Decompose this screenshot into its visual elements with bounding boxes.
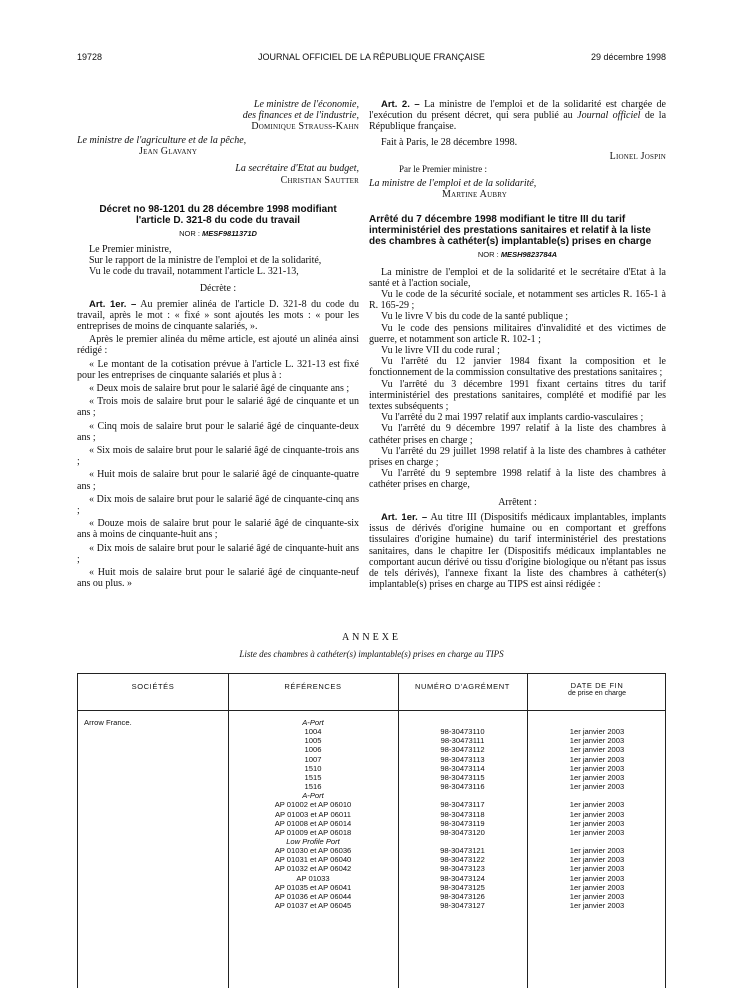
reference-cell: AP 01009 et AP 06018 [274,827,352,837]
numero-cell: 98-30473127 [440,901,485,910]
signature-minister-name: Martine Aubry [442,189,507,201]
right-column [369,99,666,590]
par-le-premier-ministre: Par le Premier ministre : [399,164,487,175]
paragraph: « Le montant de la cotisation prévue à l'article L. 321-13 est fixé pour les entreprises de cinquante salariés et plus à : [77,358,359,381]
numero-cell: 98-30473124 [440,873,485,883]
visa: Vu le code de la sécurité sociale, et notamment ses articles R. 165-1 à R. 165-29 ; [369,289,666,312]
numero-cell: 98-30473111 [440,736,485,746]
fait-a-paris: Fait à Paris, le 28 décembre 1998. [381,136,518,148]
journal-title: JOURNAL OFFICIEL DE LA RÉPUBLIQUE FRANÇAISE [258,52,485,62]
paragraph: « Huit mois de salaire brut pour le salarié âgé de cinquante-quatre ans ; [77,469,359,492]
reference-cell: 1007 [304,754,322,764]
paragraph: « Six mois de salaire brut pour le salarié âgé de cinquante-trois ans ; [77,445,359,468]
reference-cell: A-Port [302,718,324,727]
reference-cell: AP 01031 et AP 06040 [274,855,352,865]
visa: Vu l'arrêté du 29 juillet 1998 relatif à la liste des chambres à cathéter prises en charge ; [369,445,666,469]
numero-cell: 98-30473125 [440,882,485,892]
reference-cell: 1515 [304,772,322,782]
decree-nor: NOR : MESF9811371D [179,228,257,238]
numero-cell: 98-30473122 [440,855,485,865]
reference-cell: AP 01003 et AP 06011 [274,809,351,819]
arretent-heading: Arrêtent : [498,496,537,508]
date-cell: 1er janvier 2003 [569,901,625,910]
reference-cell: AP 01008 et AP 06014 [274,818,352,828]
numero-cell: 98-30473119 [440,818,485,828]
signature-agriculture: Le ministre de l'agriculture et de la pêche, Jean Glavany [77,135,247,158]
article-2: Art. 2. – La ministre de l'emploi et de la solidarité est chargée de l'exécution du présent décret, qui sera publié au Journal officiel de la République française. [369,99,667,133]
date-cell: 1er janvier 2003 [569,754,625,764]
reference-cell: 1006 [304,745,322,755]
visa: Vu le livre VII du code rural ; [381,345,500,357]
reference-cell: 1510 [304,763,322,773]
arrete-article-1: Art. 1er. – Au titre III (Dispositifs médicaux implantables, implants issus de dérivés d'origine humaine ou en comportant et greffons tissulaires d'origine humaine) du tarif interministériel des prestations sanitaires, dans le chapitre Ier (Dispositifs médicaux implantables ne comportant aucun dérivé ou tissu d'origine biologique ou n'étant pas issus de tels dérivés), l'annexe fixant la liste des chambres à cathéter(s) implantable(s) prises en charge au TIPS est ainsi rédigée : [369,511,666,591]
numero-cell: 98-30473112 [440,745,485,755]
numero-cell: 98-30473114 [440,763,485,773]
chambres-table [77,673,666,988]
arrete-title: Arrêté du 7 décembre 1998 modifiant le titre III du tarif interministériel des prestations sanitaires et relatif à la liste des chambres à cathéter(s) implantable(s) prises en charge [369,213,652,247]
signature-economy: Le ministre de l'économie, des finances et de l'industrie, Dominique Strauss-Kahn [242,99,359,132]
visa: Vu l'arrêté du 9 septembre 1998 relatif à la liste des chambres à cathéter prises en charge, [369,468,666,491]
paragraph: Après le premier alinéa du même article, est ajouté un alinéa ainsi rédigé : [77,334,359,357]
date-cell: 1er janvier 2003 [569,745,625,755]
decrete-heading: Décrète : [199,283,237,295]
signature-minister-title: La ministre de l'emploi et de la solidarité, [369,178,537,190]
reference-cell: AP 01036 et AP 06044 [274,891,352,901]
reference-cell: A-Port [302,791,324,801]
header-date-fin: DATE DE FIN de prise en charge [568,681,626,697]
date-cell: 1er janvier 2003 [569,782,625,792]
visa: Vu le livre V bis du code de la santé publique ; [381,311,569,323]
reference-cell: 1004 [304,727,322,737]
date-cell: 1er janvier 2003 [569,846,625,856]
reference-cell: AP 01032 et AP 06042 [274,864,352,874]
numero-cell: 98-30473113 [440,754,485,764]
numero-cell: 98-30473120 [440,827,485,837]
date-cell: 1er janvier 2003 [569,818,625,828]
header-divider [78,710,665,711]
date-cell: 1er janvier 2003 [569,800,625,810]
paragraph: « Huit mois de salaire brut pour le salarié âgé de cinquante-neuf ans ou plus. » [77,567,359,590]
numero-cell: 98-30473110 [440,727,485,737]
visa: Vu le code des pensions militaires d'invalidité et des victimes de guerre, et notamment son article R. 102-1 ; [369,322,666,345]
numero-cell: 98-30473118 [440,809,485,819]
header-references: RÉFÉRENCES [284,682,342,691]
article-1: Art. 1er. – Au premier alinéa de l'article D. 321-8 du code du travail, après le mot : « fixé » sont ajoutés les mots : « pour les entreprises de moins de cinquante salariés, ». [77,298,359,333]
reference-cell: 1005 [304,736,322,746]
visa: Vu l'arrêté du 9 décembre 1997 relatif à la liste des chambres à cathéter prises en charge ; [369,423,666,446]
visa: Vu l'arrêté du 12 janvier 1984 fixant la composition et le fonctionnement de la commission consultative des prestations sanitaires ; [369,356,666,379]
date-cell: 1er janvier 2003 [569,763,625,773]
date-cell: 1er janvier 2003 [569,882,625,892]
date-cell: 1er janvier 2003 [569,891,625,901]
paragraph: « Cinq mois de salaire brut pour le salarié âgé de cinquante-deux ans ; [77,420,359,443]
reference-cell: Low Profile Port [286,836,340,846]
issue-date: 29 décembre 1998 [590,52,666,62]
page-number: 19728 [77,52,103,62]
paragraph: « Trois mois de salaire brut pour le salarié âgé de cinquante et un ans ; [77,396,359,419]
reference-cell: 1516 [304,782,322,792]
date-cell: 1er janvier 2003 [569,809,625,819]
numero-cell: 98-30473116 [440,782,485,792]
date-cell: 1er janvier 2003 [569,855,625,865]
date-cell: 1er janvier 2003 [569,873,625,883]
numero-cell: 98-30473123 [440,864,485,874]
decree-title: Décret no 98-1201 du 28 décembre 1998 modifiant l'article D. 321-8 du code du travail [99,203,337,226]
reference-cell: AP 01037 et AP 06045 [274,901,352,910]
societe-cell: Arrow France. [84,718,132,727]
date-cell: 1er janvier 2003 [569,727,625,737]
reference-cell: AP 01002 et AP 06010 [274,800,352,810]
numero-cell: 98-30473117 [440,800,485,810]
intro-line: Le Premier ministre, [89,243,172,255]
numero-cell: 98-30473121 [440,846,485,856]
visa: Vu l'arrêté du 3 décembre 1991 fixant certains titres du tarif interministériel des prestations sanitaires, complété et modifié par les textes subséquents ; [369,378,666,413]
date-cell: 1er janvier 2003 [569,772,625,782]
header-numero-agrement: NUMÉRO D'AGRÉMENT [415,682,510,691]
numero-cell: 98-30473115 [440,772,485,782]
annexe-title: ANNEXE [341,632,402,643]
paragraph: « Deux mois de salaire brut pour le salarié âgé de cinquante ans ; [89,383,350,395]
page-header [77,52,666,66]
numero-cell: 98-30473126 [440,891,485,901]
date-cell: 1er janvier 2003 [569,736,625,746]
visa: Vu l'arrêté du 2 mai 1997 relatif aux implants cardio-vasculaires ; [381,412,644,424]
paragraph: « Dix mois de salaire brut pour le salarié âgé de cinquante-cinq ans ; [77,493,359,517]
reference-cell: AP 01035 et AP 06041 [274,882,352,892]
paragraph: « Dix mois de salaire brut pour le salarié âgé de cinquante-huit ans ; [77,542,359,565]
date-cell: 1er janvier 2003 [569,827,625,837]
table-row [78,901,665,911]
annexe [77,632,666,659]
intro-line: Vu le code du travail, notamment l'article L. 321-13, [89,266,299,278]
date-cell: 1er janvier 2003 [569,864,625,874]
signature-pm: Lionel Jospin [609,150,666,162]
header-societes: SOCIÉTÉS [131,682,175,691]
reference-cell: AP 01033 [296,873,330,883]
reference-cell: AP 01030 et AP 06036 [274,846,352,856]
paragraph: La ministre de l'emploi et de la solidarité et le secrétaire d'Etat à la santé et à l'action sociale, [369,266,666,289]
paragraph: « Douze mois de salaire brut pour le salarié âgé de cinquante-six ans à moins de cinquante-huit ans ; [77,518,359,541]
arrete-nor: NOR : MESH9823784A [477,249,558,259]
left-column [77,99,359,590]
signature-budget: La secrétaire d'Etat au budget, Christian Sautter [235,163,359,186]
annexe-subtitle: Liste des chambres à cathéter(s) implantable(s) prises en charge au TIPS [239,649,504,659]
intro-line: Sur le rapport de la ministre de l'emploi et de la solidarité, [89,255,322,267]
